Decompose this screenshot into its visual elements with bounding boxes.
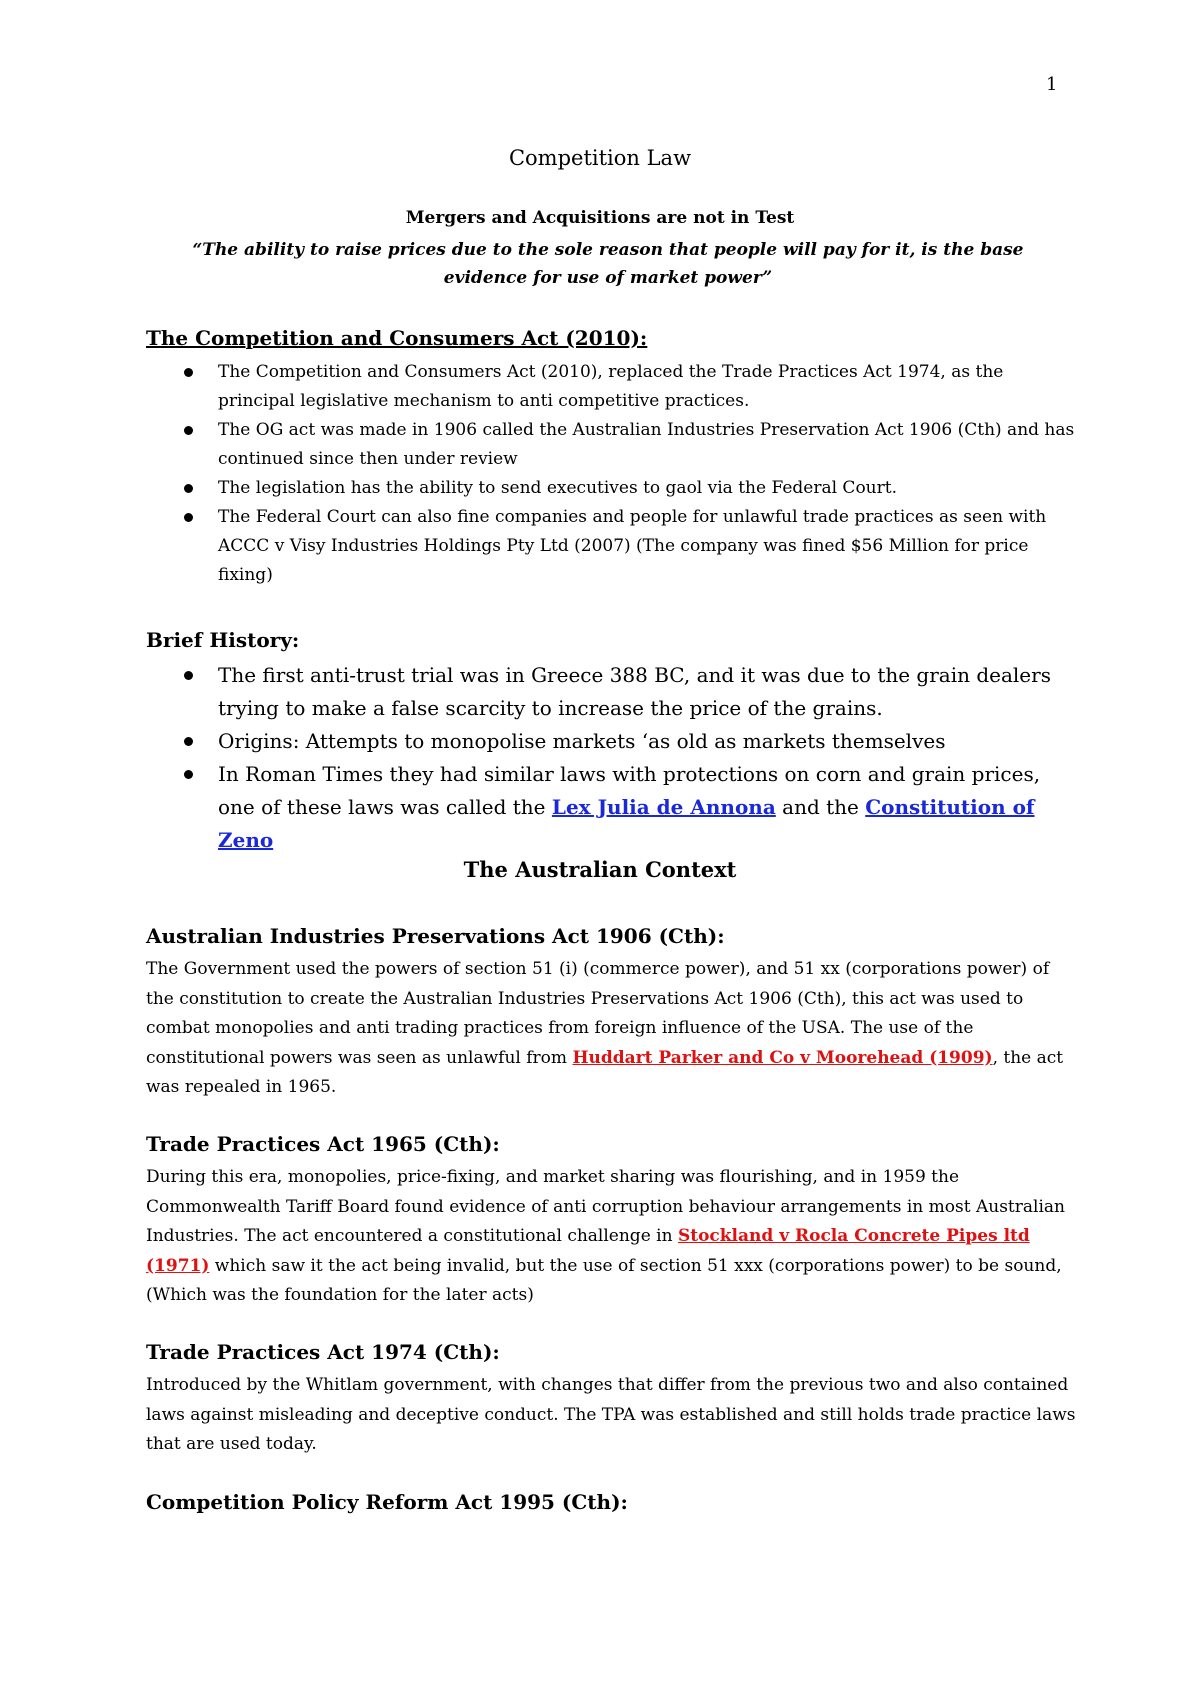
heading-history: Brief History: [146,628,300,652]
link-stockland-rocla[interactable]: Stockland v Rocla Concrete Pipes ltd (1971) [146,1226,1030,1276]
link-huddart-parker[interactable]: Huddart Parker and Co v Moorehead (1909) [572,1047,993,1068]
page-number: 1 [1046,74,1058,95]
list-item-text: In Roman Times they had similar laws with protections on corn and grain prices, one of these laws was called the [218,762,1041,819]
list-item [146,758,1076,857]
heading-aipa: Australian Industries Preservations Act 1906 (Cth): [146,924,725,948]
paragraph-aipa [146,955,1081,1103]
heading-tpa-1974: Trade Practices Act 1974 (Cth): [146,1340,500,1364]
list-item: The OG act was made in 1906 called the Australian Industries Preservation Act 1906 (Cth) and has continued since then under review [146,416,1076,474]
cca-bullet-list [146,358,1076,590]
heading-cpra-1995: Competition Policy Reform Act 1995 (Cth): [146,1490,628,1514]
link-constitution-of-zeno[interactable]: Constitution of Zeno [218,795,1035,852]
list-item: The legislation has the ability to send executives to gaol via the Federal Court. [146,474,1076,503]
list-item: Origins: Attempts to monopolise markets ‘as old as markets themselves [146,725,1076,758]
paragraph-text: which saw it the act being invalid, but the use of section 51 xxx (corporations power) to be sound, (Which was the foundation for the later acts) [146,1255,1062,1305]
paragraph-text: During this era, monopolies, price-fixing, and market sharing was flourishing, and in 1959 the Commonwealth Tariff Board found evidence of anti corruption behaviour arrangements in most Australian Industries. The act encountered a constitutional challenge in [146,1167,1065,1246]
link-lex-julia[interactable]: Lex Julia de Annona [551,795,776,819]
list-item: The Federal Court can also fine companies and people for unlawful trade practices as seen with ACCC v Visy Industries Holdings Pty Ltd (2007) (The company was fined $56 Million for price fixing) [146,503,1076,590]
document-subtitle: Mergers and Acquisitions are not in Test [405,208,795,228]
history-bullet-list [146,659,1076,857]
key-quote: “The ability to raise prices due to the sole reason that people will pay for it, is the base evidence for use of market power” [192,240,1024,288]
paragraph-text: The Government used the powers of section 51 (i) (commerce power), and 51 xx (corporations power) of the constitution to create the Australian Industries Preservations Act 1906 (Cth), this act was used to combat monopolies and anti trading practices from foreign influence of the USA. The use of the constitutional powers was seen as unlawful from [146,959,1050,1068]
document-title: Competition Law [508,146,692,170]
heading-tpa-1965: Trade Practices Act 1965 (Cth): [146,1132,500,1156]
list-item: The Competition and Consumers Act (2010), replaced the Trade Practices Act 1974, as the principal legislative mechanism to anti competitive practices. [146,358,1076,416]
list-item: The first anti-trust trial was in Greece 388 BC, and it was due to the grain dealers trying to make a false scarcity to increase the price of the grains. [146,659,1076,725]
list-item-text: and the [775,795,866,819]
paragraph-text: , the act was repealed in 1965. [146,1047,1064,1097]
paragraph-tpa-1974: Introduced by the Whitlam government, with changes that differ from the previous two and also contained laws against misleading and deceptive conduct. The TPA was established and still holds trade practice laws that are used today. [146,1375,1076,1454]
heading-cca: The Competition and Consumers Act (2010): [146,326,648,350]
heading-australian-context: The Australian Context [463,857,737,882]
paragraph-tpa-1965 [146,1163,1081,1311]
